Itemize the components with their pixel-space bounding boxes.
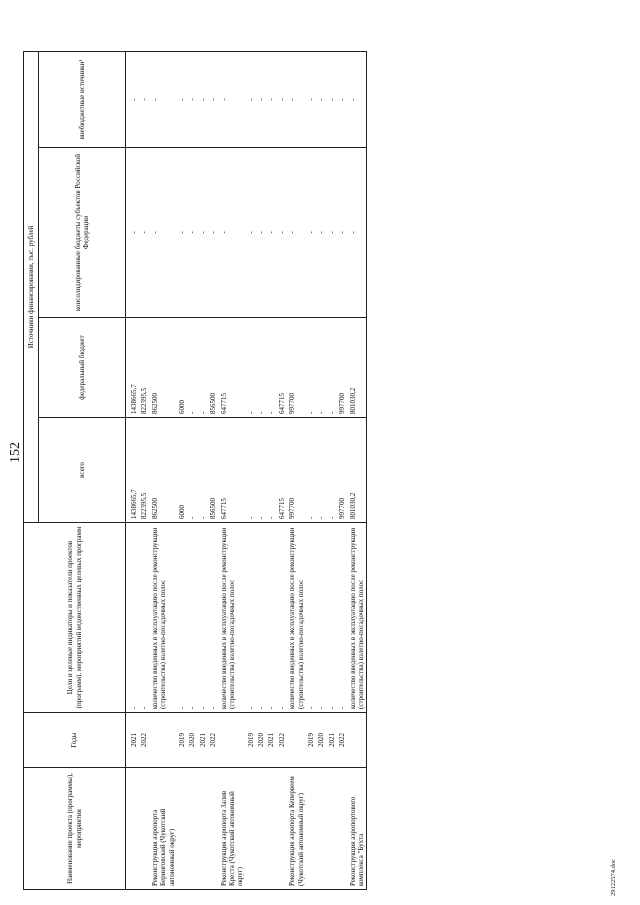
cell-name bbox=[177, 768, 187, 890]
cell-extra: - bbox=[219, 51, 246, 147]
cell-year bbox=[348, 713, 367, 768]
cell-federal: - bbox=[246, 318, 256, 418]
header-goals: Цели и целевые индикаторы и показатели проектов (программ), мероприятий ведомственных целевых программ bbox=[24, 523, 126, 713]
table-row bbox=[327, 51, 337, 889]
cell-name bbox=[208, 768, 218, 890]
cell-federal: - bbox=[266, 318, 276, 418]
cell-extra: - bbox=[348, 51, 367, 147]
cell-federal: - bbox=[316, 318, 326, 418]
cell-goal: количество введенных в эксплуатацию после реконструкции (строительства) взлетно-посадочных полос bbox=[219, 523, 246, 713]
cell-regional: - bbox=[219, 148, 246, 318]
cell-extra: - bbox=[139, 51, 149, 147]
cell-goal: количество введенных в эксплуатацию после реконструкции (строительства) взлетно-посадочных полос bbox=[348, 523, 367, 713]
cell-federal: - bbox=[256, 318, 266, 418]
cell-name bbox=[256, 768, 266, 890]
cell-total: - bbox=[187, 418, 197, 523]
cell-name: Реконструкция аэропорта Кепервеем (Чукотский автономный округ) bbox=[287, 768, 306, 890]
cell-goal: - bbox=[327, 523, 337, 713]
cell-extra: - bbox=[306, 51, 316, 147]
cell-name bbox=[126, 768, 140, 890]
table-row bbox=[348, 51, 367, 889]
cell-total: 997700 bbox=[287, 418, 306, 523]
cell-goal: - bbox=[316, 523, 326, 713]
cell-year: 2021 bbox=[198, 713, 208, 768]
cell-regional: - bbox=[150, 148, 177, 318]
cell-federal: 1438665,7 bbox=[126, 318, 140, 418]
cell-year: 2019 bbox=[246, 713, 256, 768]
cell-total: 801030,2 bbox=[348, 418, 367, 523]
cell-year bbox=[287, 713, 306, 768]
cell-goal: - bbox=[187, 523, 197, 713]
cell-total: - bbox=[306, 418, 316, 523]
cell-name bbox=[266, 768, 276, 890]
cell-name bbox=[198, 768, 208, 890]
table-row bbox=[277, 51, 287, 889]
cell-extra: - bbox=[287, 51, 306, 147]
cell-federal: - bbox=[327, 318, 337, 418]
cell-federal: 801030,2 bbox=[348, 318, 367, 418]
table-row bbox=[266, 51, 276, 889]
cell-name bbox=[327, 768, 337, 890]
cell-year: 2022 bbox=[139, 713, 149, 768]
cell-regional: - bbox=[337, 148, 347, 318]
cell-extra: - bbox=[327, 51, 337, 147]
cell-goal: - bbox=[126, 523, 140, 713]
cell-goal: - bbox=[246, 523, 256, 713]
financing-table bbox=[23, 51, 367, 890]
cell-extra: - bbox=[337, 51, 347, 147]
cell-year: 2020 bbox=[256, 713, 266, 768]
table-row bbox=[256, 51, 266, 889]
cell-federal: 997700 bbox=[287, 318, 306, 418]
cell-extra: - bbox=[277, 51, 287, 147]
table-row bbox=[316, 51, 326, 889]
table-row bbox=[187, 51, 197, 889]
table-row bbox=[150, 51, 177, 889]
cell-regional: - bbox=[126, 148, 140, 318]
cell-year bbox=[219, 713, 246, 768]
cell-federal: - bbox=[198, 318, 208, 418]
table-row bbox=[177, 51, 187, 889]
header-federal: федеральный бюджет bbox=[39, 318, 126, 418]
cell-federal: 6000 bbox=[177, 318, 187, 418]
cell-extra: - bbox=[187, 51, 197, 147]
cell-extra: - bbox=[150, 51, 177, 147]
table-row bbox=[139, 51, 149, 889]
cell-year bbox=[150, 713, 177, 768]
cell-regional: - bbox=[177, 148, 187, 318]
cell-total: 862500 bbox=[150, 418, 177, 523]
cell-regional: - bbox=[316, 148, 326, 318]
cell-name bbox=[277, 768, 287, 890]
cell-year: 2020 bbox=[187, 713, 197, 768]
cell-year: 2019 bbox=[306, 713, 316, 768]
cell-federal: 862500 bbox=[150, 318, 177, 418]
table-row bbox=[246, 51, 256, 889]
footer-doc-id: 29122574.doc bbox=[610, 858, 617, 896]
cell-goal: - bbox=[337, 523, 347, 713]
cell-extra: - bbox=[177, 51, 187, 147]
cell-name: Реконструкция аэропортового комплекса "Бухта bbox=[348, 768, 367, 890]
cell-goal: - bbox=[139, 523, 149, 713]
header-extra: внебюджетные источники¹ bbox=[39, 51, 126, 147]
table-row bbox=[337, 51, 347, 889]
cell-goal: - bbox=[198, 523, 208, 713]
cell-year: 2021 bbox=[327, 713, 337, 768]
cell-total: - bbox=[246, 418, 256, 523]
cell-goal: - bbox=[256, 523, 266, 713]
cell-total: - bbox=[256, 418, 266, 523]
cell-year: 2022 bbox=[208, 713, 218, 768]
cell-name bbox=[316, 768, 326, 890]
cell-name bbox=[246, 768, 256, 890]
table-row bbox=[208, 51, 218, 889]
cell-goal: количество введенных в эксплуатацию после реконструкции (строительства) взлетно-посадочных полос bbox=[287, 523, 306, 713]
header-sources: Источники финансирования, тыс. рублей bbox=[24, 51, 39, 522]
cell-extra: - bbox=[256, 51, 266, 147]
cell-federal: 647715 bbox=[277, 318, 287, 418]
cell-total: - bbox=[327, 418, 337, 523]
cell-year: 2022 bbox=[277, 713, 287, 768]
header-name: Наименование проекта (программы), мероприятия bbox=[24, 768, 126, 890]
cell-total: - bbox=[198, 418, 208, 523]
table-row bbox=[198, 51, 208, 889]
cell-regional: - bbox=[198, 148, 208, 318]
table-body bbox=[126, 51, 367, 889]
cell-goal: - bbox=[277, 523, 287, 713]
cell-goal: количество введенных в эксплуатацию после реконструкции (строительства) взлетно-посадочных полос bbox=[150, 523, 177, 713]
cell-total: 647715 bbox=[277, 418, 287, 523]
cell-year: 2020 bbox=[316, 713, 326, 768]
cell-regional: - bbox=[187, 148, 197, 318]
header-regional: консолидированные бюджеты субъектов Российской Федерации bbox=[39, 148, 126, 318]
cell-total: 647715 bbox=[219, 418, 246, 523]
cell-regional: - bbox=[327, 148, 337, 318]
cell-year: 2021 bbox=[266, 713, 276, 768]
cell-regional: - bbox=[266, 148, 276, 318]
cell-total: 856500 bbox=[208, 418, 218, 523]
table-row bbox=[287, 51, 306, 889]
page-number: 152 bbox=[8, 442, 23, 463]
cell-name bbox=[337, 768, 347, 890]
cell-regional: - bbox=[277, 148, 287, 318]
cell-total: 6000 bbox=[177, 418, 187, 523]
cell-regional: - bbox=[208, 148, 218, 318]
cell-federal: - bbox=[306, 318, 316, 418]
cell-name: Реконструкция аэропорта Залив Креста (Чукотский автономный округ) bbox=[219, 768, 246, 890]
cell-regional: - bbox=[287, 148, 306, 318]
cell-regional: - bbox=[246, 148, 256, 318]
cell-regional: - bbox=[348, 148, 367, 318]
cell-goal: - bbox=[266, 523, 276, 713]
table-row bbox=[306, 51, 316, 889]
cell-total: - bbox=[316, 418, 326, 523]
cell-goal: - bbox=[306, 523, 316, 713]
cell-extra: - bbox=[316, 51, 326, 147]
cell-extra: - bbox=[246, 51, 256, 147]
table-row bbox=[126, 51, 140, 889]
header-years: Годы bbox=[24, 713, 126, 768]
cell-total: 997700 bbox=[337, 418, 347, 523]
cell-total: 822395,5 bbox=[139, 418, 149, 523]
cell-name: Реконструкция аэропорта Беринговский (Чукотский автономный округ) bbox=[150, 768, 177, 890]
cell-federal: 822395,5 bbox=[139, 318, 149, 418]
cell-extra: - bbox=[126, 51, 140, 147]
cell-regional: - bbox=[139, 148, 149, 318]
cell-year: 2019 bbox=[177, 713, 187, 768]
cell-name bbox=[139, 768, 149, 890]
cell-federal: 647715 bbox=[219, 318, 246, 418]
cell-regional: - bbox=[256, 148, 266, 318]
cell-goal: - bbox=[177, 523, 187, 713]
cell-name bbox=[187, 768, 197, 890]
cell-name bbox=[306, 768, 316, 890]
cell-federal: 997700 bbox=[337, 318, 347, 418]
cell-year: 2021 bbox=[126, 713, 140, 768]
cell-federal: - bbox=[187, 318, 197, 418]
table-row bbox=[219, 51, 246, 889]
cell-year: 2022 bbox=[337, 713, 347, 768]
cell-goal: - bbox=[208, 523, 218, 713]
cell-total: - bbox=[266, 418, 276, 523]
cell-extra: - bbox=[208, 51, 218, 147]
cell-regional: - bbox=[306, 148, 316, 318]
header-total: всего bbox=[39, 418, 126, 523]
cell-federal: 856500 bbox=[208, 318, 218, 418]
cell-extra: - bbox=[198, 51, 208, 147]
cell-extra: - bbox=[266, 51, 276, 147]
cell-total: 1438665,7 bbox=[126, 418, 140, 523]
